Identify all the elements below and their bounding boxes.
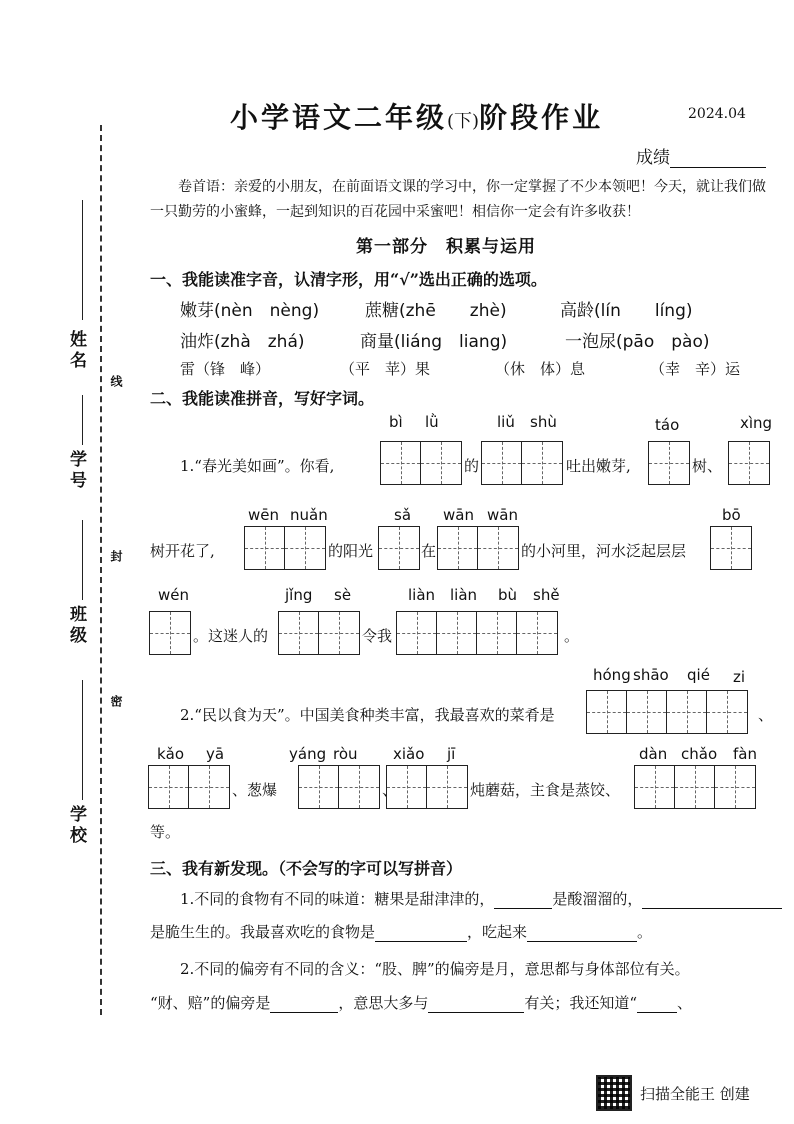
pinyin: bù [498, 586, 518, 604]
q3-heading: 三、我有新发现。（不会写的字可以写拼音） [150, 859, 463, 878]
pinyin: wén [158, 586, 190, 604]
sentence-text: 。这迷人的 [193, 627, 269, 645]
answer-blank[interactable] [642, 892, 782, 909]
name-blank [82, 200, 83, 320]
answer-grid[interactable] [278, 611, 360, 655]
score-field: 成绩 [636, 143, 766, 168]
score-blank[interactable] [670, 149, 766, 168]
answer-grid[interactable] [586, 690, 748, 734]
pinyin: jǐng [285, 586, 313, 604]
q1-option[interactable]: 商量(liáng liang) [360, 332, 508, 352]
answer-grid[interactable] [648, 441, 690, 485]
answer-blank[interactable] [428, 996, 524, 1013]
answer-grid[interactable] [378, 526, 420, 570]
pinyin: wān [487, 506, 518, 524]
sentence-text: 在 [421, 542, 437, 560]
q1-option[interactable]: 蔗糖(zhē zhè) [365, 301, 507, 321]
pinyin: táo [655, 416, 680, 434]
pinyin: chǎo [681, 745, 718, 763]
pinyin: nuǎn [290, 506, 328, 524]
answer-grid[interactable] [298, 765, 380, 809]
pinyin: sǎ [394, 506, 412, 524]
q1-option[interactable]: 油炸(zhà zhá) [180, 332, 305, 352]
pinyin: bō [722, 506, 741, 524]
scanner-watermark: 扫描全能王 创建 [640, 1085, 750, 1103]
pinyin: yáng [289, 745, 327, 763]
student-no-label: 学号 [66, 450, 86, 492]
pinyin: hóng [593, 666, 631, 684]
pinyin: shě [533, 586, 560, 604]
pinyin: sè [334, 586, 352, 604]
answer-grid[interactable] [728, 441, 770, 485]
pinyin: ròu [333, 745, 358, 763]
school-label: 学校 [66, 805, 86, 847]
seal-feng-mark: 封 [109, 550, 123, 562]
pinyin: kǎo [157, 745, 185, 763]
answer-grid[interactable] [380, 441, 462, 485]
q2-heading: 二、我能读准拼音，写好字词。 [150, 389, 375, 408]
sentence-text: 的 [464, 457, 480, 475]
q1-option[interactable]: 一泡尿(pāo pào) [565, 332, 710, 352]
sentence-text: 树、 [692, 457, 723, 475]
part-heading: 第一部分 积累与运用 [356, 237, 536, 257]
sentence-text: 、 [382, 781, 398, 799]
pinyin: zi [733, 668, 746, 686]
answer-grid[interactable] [244, 526, 326, 570]
pinyin: bì [389, 413, 403, 431]
title-suffix: 阶段作业 [479, 101, 604, 134]
pinyin: shāo [633, 666, 669, 684]
answer-grid[interactable] [149, 611, 191, 655]
q1-option[interactable]: 嫩芽(nèn nèng) [180, 301, 320, 321]
answer-blank[interactable] [270, 996, 338, 1013]
q1-heading: 一、我能读准字音，认清字形，用“√”选出正确的选项。 [150, 270, 547, 289]
binding-dashed-line [100, 125, 102, 1015]
pinyin: xiǎo [393, 745, 425, 763]
q1-option[interactable]: （平 苹）果 [340, 360, 431, 378]
q3-sentence-1: 1.不同的食物有不同的味道：糖果是甜津津的， 是酸溜溜的， [180, 888, 782, 909]
page-title [230, 96, 603, 136]
answer-grid[interactable] [386, 765, 468, 809]
sentence-text: 、 [758, 706, 774, 724]
student-no-blank [82, 395, 83, 445]
pinyin: jī [447, 745, 456, 763]
sentence-text: 2.“民以食为天”。中国美食种类丰富，我最喜欢的菜肴是 [180, 706, 555, 724]
intro-text: 卷首语：亲爱的小朋友，在前面语文课的学习中，你一定掌握了不少本领吧！今天，就让我们做一只勤劳的小蜜蜂，一起到知识的百花园中采蜜吧！相信你一定会有许多收获！ [150, 179, 766, 220]
sentence-text: 等。 [150, 823, 181, 841]
pinyin: shù [530, 413, 557, 431]
sentence-text: 炖蘑菇，主食是蒸饺、 [470, 781, 621, 799]
pinyin: xìng [740, 414, 773, 432]
q3-sentence-4: “财、赔”的偏旁是 ，意思大多与 有关；我还知道“ 、 [150, 994, 693, 1012]
answer-grid[interactable] [437, 526, 519, 570]
q1-option[interactable]: （幸 辛）运 [650, 360, 741, 378]
pinyin: liǔ [497, 413, 515, 431]
sentence-text: 吐出嫩芽, [566, 457, 631, 475]
sentence-text: 的阳光 [328, 542, 374, 560]
class-blank [82, 520, 83, 600]
pinyin: yā [206, 745, 225, 763]
answer-blank[interactable] [527, 925, 637, 942]
sentence-text: 1.“春光美如画”。你看, [180, 457, 335, 475]
sentence-text: 树开花了, [150, 542, 215, 560]
q1-option[interactable]: （休 体）息 [495, 360, 586, 378]
pinyin: wān [443, 506, 474, 524]
sentence-text: 、葱爆 [232, 781, 278, 799]
sentence-text: 令我 [362, 627, 393, 645]
pinyin: liàn [408, 586, 436, 604]
pinyin: liàn [450, 586, 478, 604]
answer-grid[interactable] [148, 765, 230, 809]
q1-option[interactable]: 雷（锋 峰） [180, 360, 271, 378]
answer-grid[interactable] [634, 765, 756, 809]
answer-grid[interactable] [481, 441, 563, 485]
q3-sentence-3: 2.不同的偏旁有不同的含义：“股、脾”的偏旁是月，意思都与身体部位有关。 [180, 960, 690, 978]
pinyin: fàn [733, 745, 757, 763]
pinyin: dàn [639, 745, 668, 763]
answer-blank[interactable] [637, 996, 677, 1013]
title-paren: (下) [447, 111, 480, 132]
pinyin: qié [687, 666, 710, 684]
pinyin: wēn [248, 506, 280, 524]
school-blank [82, 680, 83, 800]
class-label: 班级 [66, 605, 86, 647]
seal-line-mark: 线 [109, 375, 123, 387]
q3-sentence-2: 是脆生生的。我最喜欢吃的食物是 ，吃起来 。 [150, 923, 653, 941]
date: 2024.04 [688, 106, 746, 122]
answer-grid[interactable] [396, 611, 558, 655]
sentence-text: 的小河里，河水泛起层层 [521, 542, 687, 560]
pinyin: lǜ [425, 413, 439, 431]
qr-code-icon [596, 1075, 632, 1111]
q1-option[interactable]: 高龄(lín líng) [560, 301, 693, 321]
sentence-text: 。 [564, 627, 580, 645]
answer-blank[interactable] [494, 892, 552, 909]
answer-grid[interactable] [710, 526, 752, 570]
title-main: 小学语文二年级 [230, 101, 448, 134]
seal-mi-mark: 密 [109, 695, 123, 707]
answer-blank[interactable] [375, 925, 467, 942]
name-label: 姓名 [66, 330, 86, 372]
